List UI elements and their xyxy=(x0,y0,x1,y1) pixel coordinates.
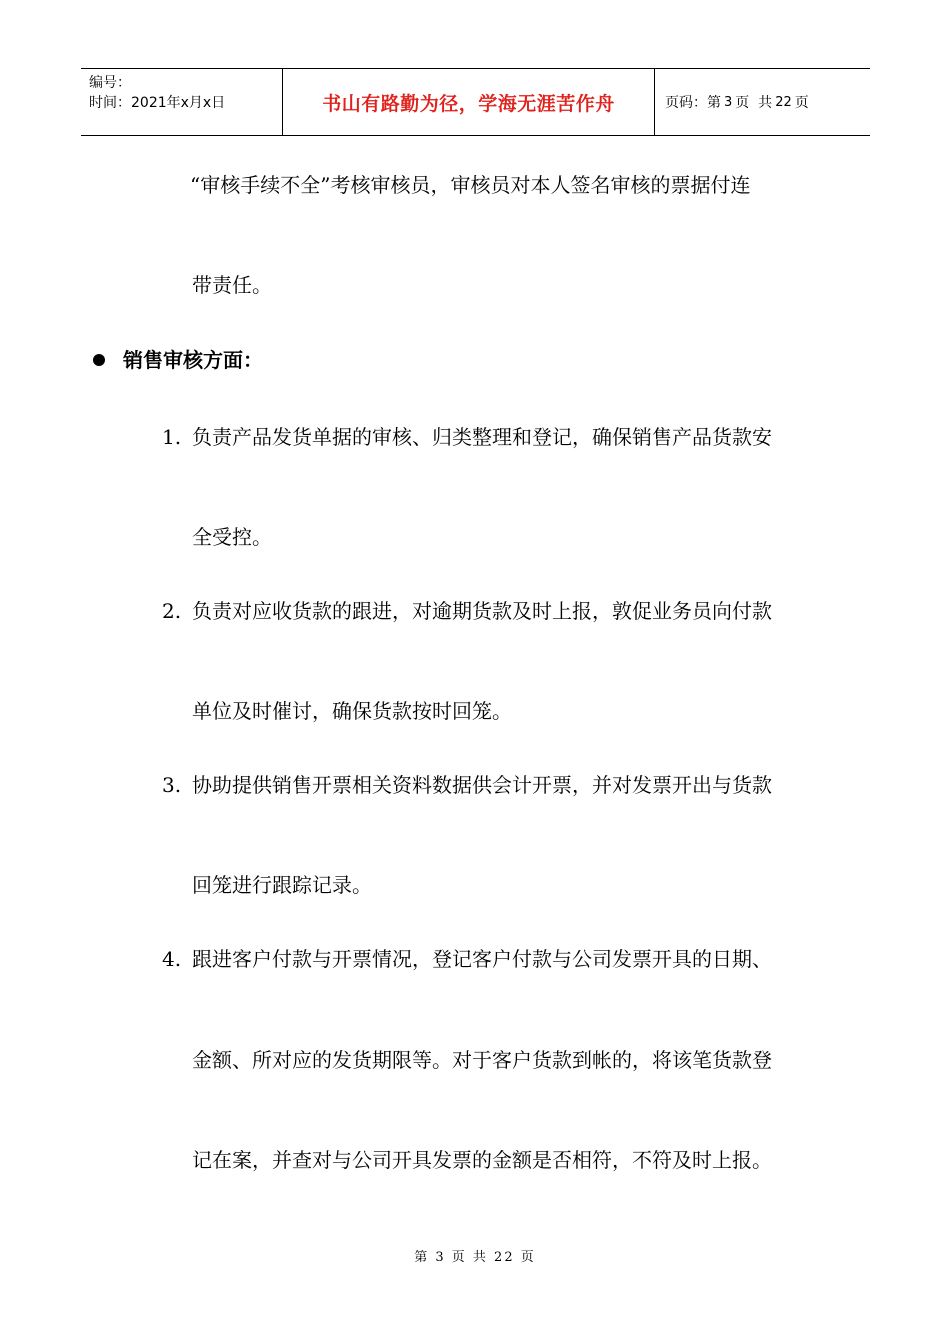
page-header xyxy=(81,68,870,136)
page-footer: 第 3 页 共 22 页 xyxy=(414,1250,536,1265)
page-prefix: 页码：第 xyxy=(665,95,721,111)
item-text-line: 回笼进行跟踪记录。 xyxy=(192,873,372,897)
serial-label: 编号： xyxy=(89,75,131,91)
item-number: 4. xyxy=(162,947,182,971)
header-page-info xyxy=(655,69,870,135)
section-heading xyxy=(93,347,263,373)
time-label: 时间：2021年x月x日 xyxy=(89,95,226,111)
page-current: 3 xyxy=(724,94,733,110)
intro-line-2: 带责任。 xyxy=(192,273,272,297)
bullet-dot-icon xyxy=(93,354,105,366)
intro-line-1: “审核手续不全”考核审核员，审核员对本人签名审核的票据付连 xyxy=(190,173,751,197)
header-left-cell xyxy=(81,69,282,135)
page-mid: 页 共 xyxy=(735,95,773,111)
item-text-line: 记在案，并查对与公司开具发票的金额是否相符，不符及时上报。 xyxy=(192,1148,772,1172)
item-text-line: 负责对应收货款的跟进，对逾期货款及时上报，敦促业务员向付款 xyxy=(192,599,772,623)
item-text-line: 单位及时催讨，确保货款按时回笼。 xyxy=(192,699,512,723)
item-number: 2. xyxy=(162,599,182,623)
item-text-line: 金额、所对应的发货期限等。对于客户货款到帐的，将该笔货款登 xyxy=(192,1048,772,1072)
item-text-line: 协助提供销售开票相关资料数据供会计开票，并对发票开出与货款 xyxy=(192,773,772,797)
item-text-line: 全受控。 xyxy=(192,525,272,549)
item-number: 1. xyxy=(162,425,182,449)
item-number: 3. xyxy=(162,773,182,797)
section-title: 销售审核方面： xyxy=(123,348,263,372)
item-text-line: 负责产品发货单据的审核、归类整理和登记，确保销售产品货款安 xyxy=(192,425,772,449)
item-text-line: 跟进客户付款与开票情况，登记客户付款与公司发票开具的日期、 xyxy=(192,947,772,971)
header-motto: 书山有路勤为径，学海无涯苦作舟 xyxy=(282,69,655,135)
page-total: 22 xyxy=(775,94,792,110)
page-suffix: 页 xyxy=(794,95,809,111)
